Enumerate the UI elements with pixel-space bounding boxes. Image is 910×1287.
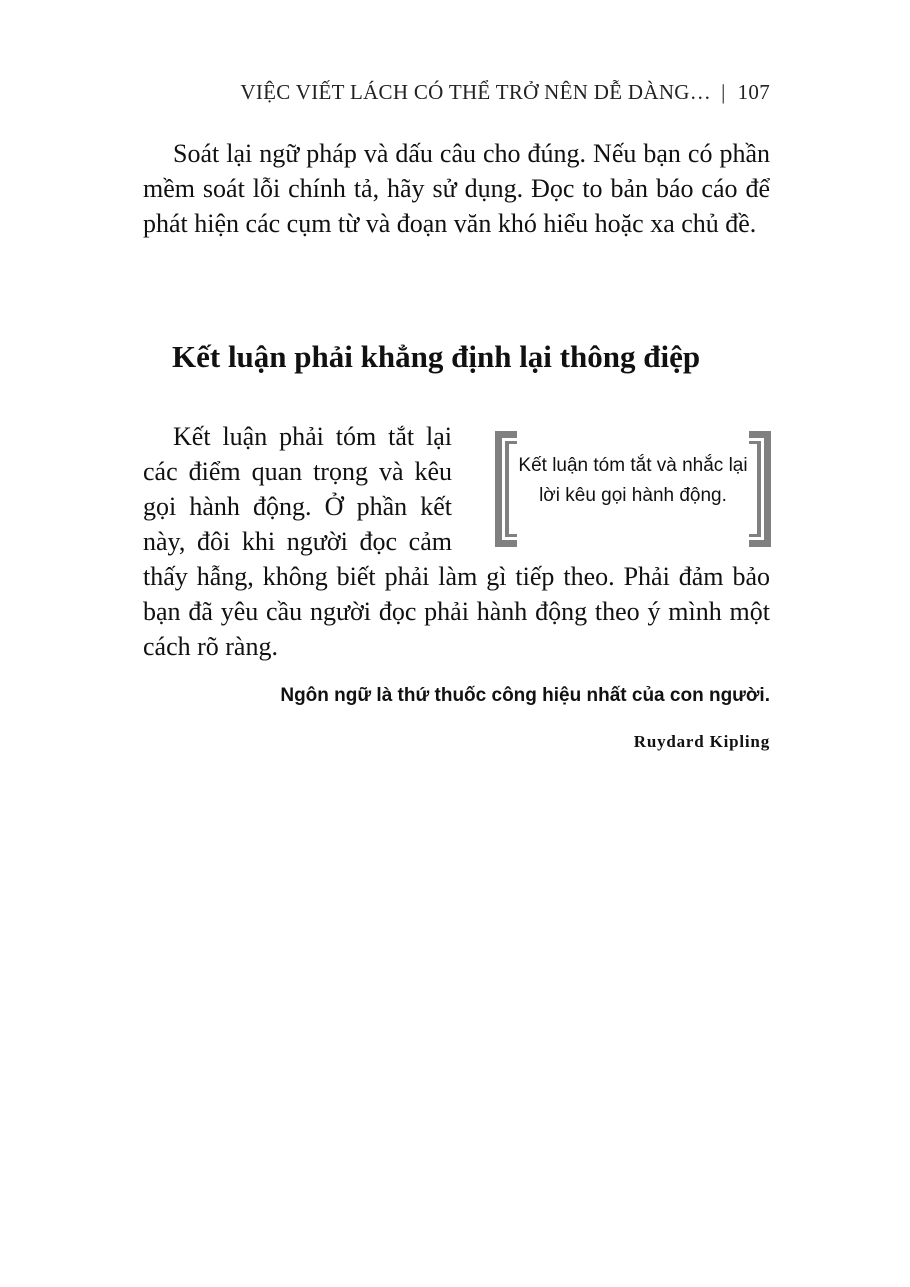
quote-text: Ngôn ngữ là thứ thuốc công hiệu nhất của con người.	[280, 685, 770, 706]
running-header	[240, 80, 770, 105]
right-bracket-icon	[749, 431, 771, 547]
page-number: 107	[737, 80, 770, 104]
callout-box	[495, 431, 771, 547]
callout-line-1: Kết luận tóm tắt và nhắc lại	[518, 455, 748, 476]
running-title: VIỆC VIẾT LÁCH CÓ THỂ TRỞ NÊN DỄ DÀNG…	[240, 80, 712, 104]
section-heading: Kết luận phải khẳng định lại thông điệp	[172, 339, 701, 374]
body-paragraph-1: Soát lại ngữ pháp và dấu câu cho đúng. Nếu bạn có phần mềm soát lỗi chính tả, hãy sử dụng. Đọc to bản báo cáo để phát hiện các cụm từ và đoạn văn khó hiểu hoặc xa chủ đề.	[143, 139, 770, 238]
header-separator: |	[721, 80, 726, 104]
callout-line-2: lời kêu gọi hành động.	[539, 485, 727, 506]
callout-text	[495, 451, 771, 511]
quote-author: Ruydard Kipling	[633, 732, 770, 751]
body-paragraph-2: Kết luận phải tóm tắt lại các điểm quan trọng và kêu gọi hành động. Ở phần kết này, đôi khi người đọc cảm thấy hẫng, không biết phải làm gì tiếp theo. Phải đảm bảo bạn đã yêu cầu người đọc phải hành động theo ý mình một cách rõ ràng.	[143, 422, 770, 661]
